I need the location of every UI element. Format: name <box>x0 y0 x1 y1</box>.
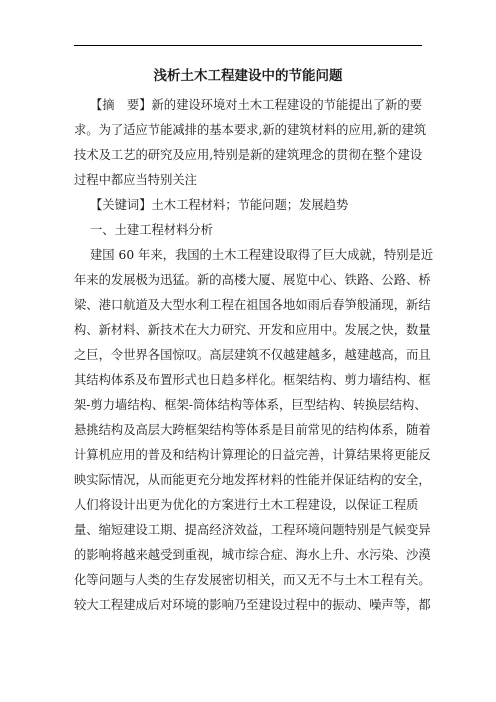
body-line: 过程中都应当特别关注 <box>74 173 197 187</box>
body-line: 技术及工艺的研究及应用,特别是新的建筑理念的贯彻在整个建设 <box>74 148 423 162</box>
body-line: 人们将设计出更为优化的方案进行土木工程建设，以保证工程质 <box>74 498 419 512</box>
body-line: 计算机应用的普及和结构计算理论的日益完善，计算结果将更能反 <box>74 448 431 462</box>
body-line: 【摘 要】新的建设环境对土木工程建设的节能提出了新的要 <box>90 98 423 112</box>
body-line: 其结构体系及布置形式也日趋多样化。框架结构、剪力墙结构、框 <box>74 373 431 387</box>
body-line: 架-剪力墙结构、框架-筒体结构等体系，巨型结构、转换层结构、 <box>74 398 427 412</box>
body-line: 的影响将越来越受到重视，城市综合症、海水上升、水污染、沙漠 <box>74 548 431 562</box>
document-title: 浅析土木工程建设中的节能问题 <box>153 68 343 84</box>
body-line: 构、新材料、新技术在大力研究、开发和应用中。发展之快，数量 <box>74 323 431 337</box>
body-line: 【关键词】土木工程材料；节能问题；发展趋势 <box>90 198 349 212</box>
body-line: 梁、港口航道及大型水利工程在祖国各地如雨后春笋般涌现，新结 <box>74 298 431 312</box>
body-line: 量、缩短建设工期、提高经济效益，工程环境问题特别是气候变异 <box>74 523 431 537</box>
body-line: 一、土建工程材料分析 <box>90 223 213 237</box>
body-line: 化等问题与人类的生存发展密切相关，而又无不与土木工程有关。 <box>74 573 431 587</box>
header-rule <box>74 45 422 46</box>
body-line: 映实际情况，从而能更充分地发挥材料的性能并保证结构的安全， <box>74 473 431 487</box>
body-line: 年来的发展极为迅猛。新的高楼大厦、展览中心、铁路、公路、桥 <box>74 273 431 287</box>
body-line: 求。为了适应节能减排的基本要求,新的建筑材料的应用,新的建筑 <box>74 123 427 137</box>
body-line: 较大工程建成后对环境的影响乃至建设过程中的振动、噪声等，都 <box>74 598 431 612</box>
body-line: 建国 60 年来，我国的土木工程建设取得了巨大成就，特别是近 <box>90 248 434 262</box>
body-line: 悬挑结构及高层大跨框架结构等体系是目前常见的结构体系，随着 <box>74 423 431 437</box>
body-line: 之巨，令世界各国惊叹。高层建筑不仅越建越多，越建越高，而且 <box>74 348 431 362</box>
